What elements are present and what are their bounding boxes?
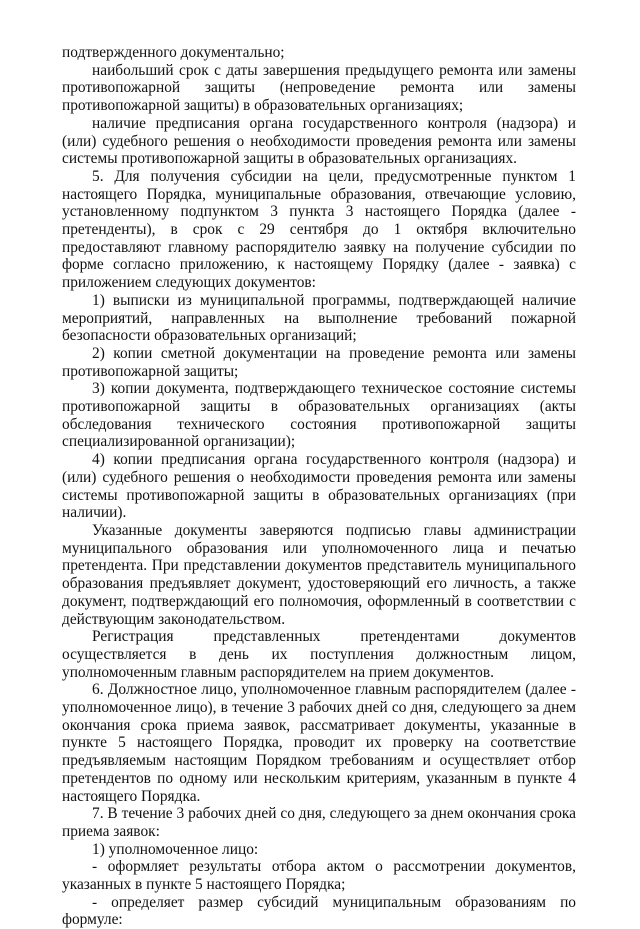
paragraph: 6. Должностное лицо, уполномоченное главным распорядителем (далее - уполномоченное лицо), в течение 3 рабочих дней со дня, следующего за днем окончания срока приема заявок, рассматривает документы, указанные в пункте 5 настоящего Порядка, проводит их проверку на соответствие предъявляемым настоящим Порядком требованиям и осуществляет отбор претендентов по одному или нескольким критериям, указанным в пункте 4 настоящего Порядка. (62, 681, 576, 805)
paragraph: наличие предписания органа государственного контроля (надзора) и (или) судебного решения о необходимости проведения ремонта или замены системы противопожарной защиты в образовательных организациях. (62, 114, 576, 168)
paragraph: Регистрация представленных претендентами документов осуществляется в день их поступления должностным лицом, уполномоченным главным распорядителем на прием документов. (62, 628, 576, 681)
paragraph: 1) выписки из муниципальной программы, подтверждающей наличие мероприятий, направленных на выполнение требований пожарной безопасности образовательных организаций; (62, 291, 576, 345)
paragraph: - оформляет результаты отбора актом о рассмотрении документов, указанных в пункте 5 настоящего Порядка; (62, 858, 576, 894)
paragraph: 3) копии документа, подтверждающего техническое состояние системы противопожарной защиты в образовательных организациях (акты обследования технического состояния противопожарной защиты специализированной организации); (62, 380, 576, 451)
paragraph: 4) копии предписания органа государственного контроля (надзора) и (или) судебного решения о необходимости проведения ремонта или замены системы противопожарной защиты в образовательных организациях (при наличии). (62, 451, 576, 522)
paragraph: 5. Для получения субсидии на цели, предусмотренные пунктом 1 настоящего Порядка, муниципальные образования, отвечающие условию, установленному подпунктом 3 пункта 3 настоящего Порядка (далее - претенденты), в срок с 29 сентября до 1 октября включительно предоставляют главному распорядителю заявку на получение субсидии по форме согласно приложению, к настоящему Порядку (далее - заявка) с приложением следующих документов: (62, 167, 576, 292)
paragraph: наибольший срок с даты завершения предыдущего ремонта или замены противопожарной защиты (непроведение ремонта или замены противопожарной защиты) в образовательных организациях; (62, 61, 576, 115)
document-page (62, 44, 576, 929)
paragraph: Указанные документы заверяются подписью главы администрации муниципального образования или уполномоченного лица и печатью претендента. При представлении документов представитель муниципального образования предъявляет документ, удостоверяющий его личность, а также документ, подтверждающий его полномочия, оформленный в соответствии с действующим законодательством. (62, 521, 576, 628)
paragraph: 7. В течение 3 рабочих дней со дня, следующего за днем окончания срока приема заявок: (62, 805, 576, 840)
paragraph: 2) копии сметной документации на проведение ремонта или замены противопожарной защиты; (62, 344, 576, 380)
paragraph: - определяет размер субсидий муниципальным образованиям по формуле: (62, 893, 576, 929)
paragraph: подтвержденного документально; (62, 44, 285, 61)
paragraph: 1) уполномоченное лицо: (92, 840, 259, 858)
